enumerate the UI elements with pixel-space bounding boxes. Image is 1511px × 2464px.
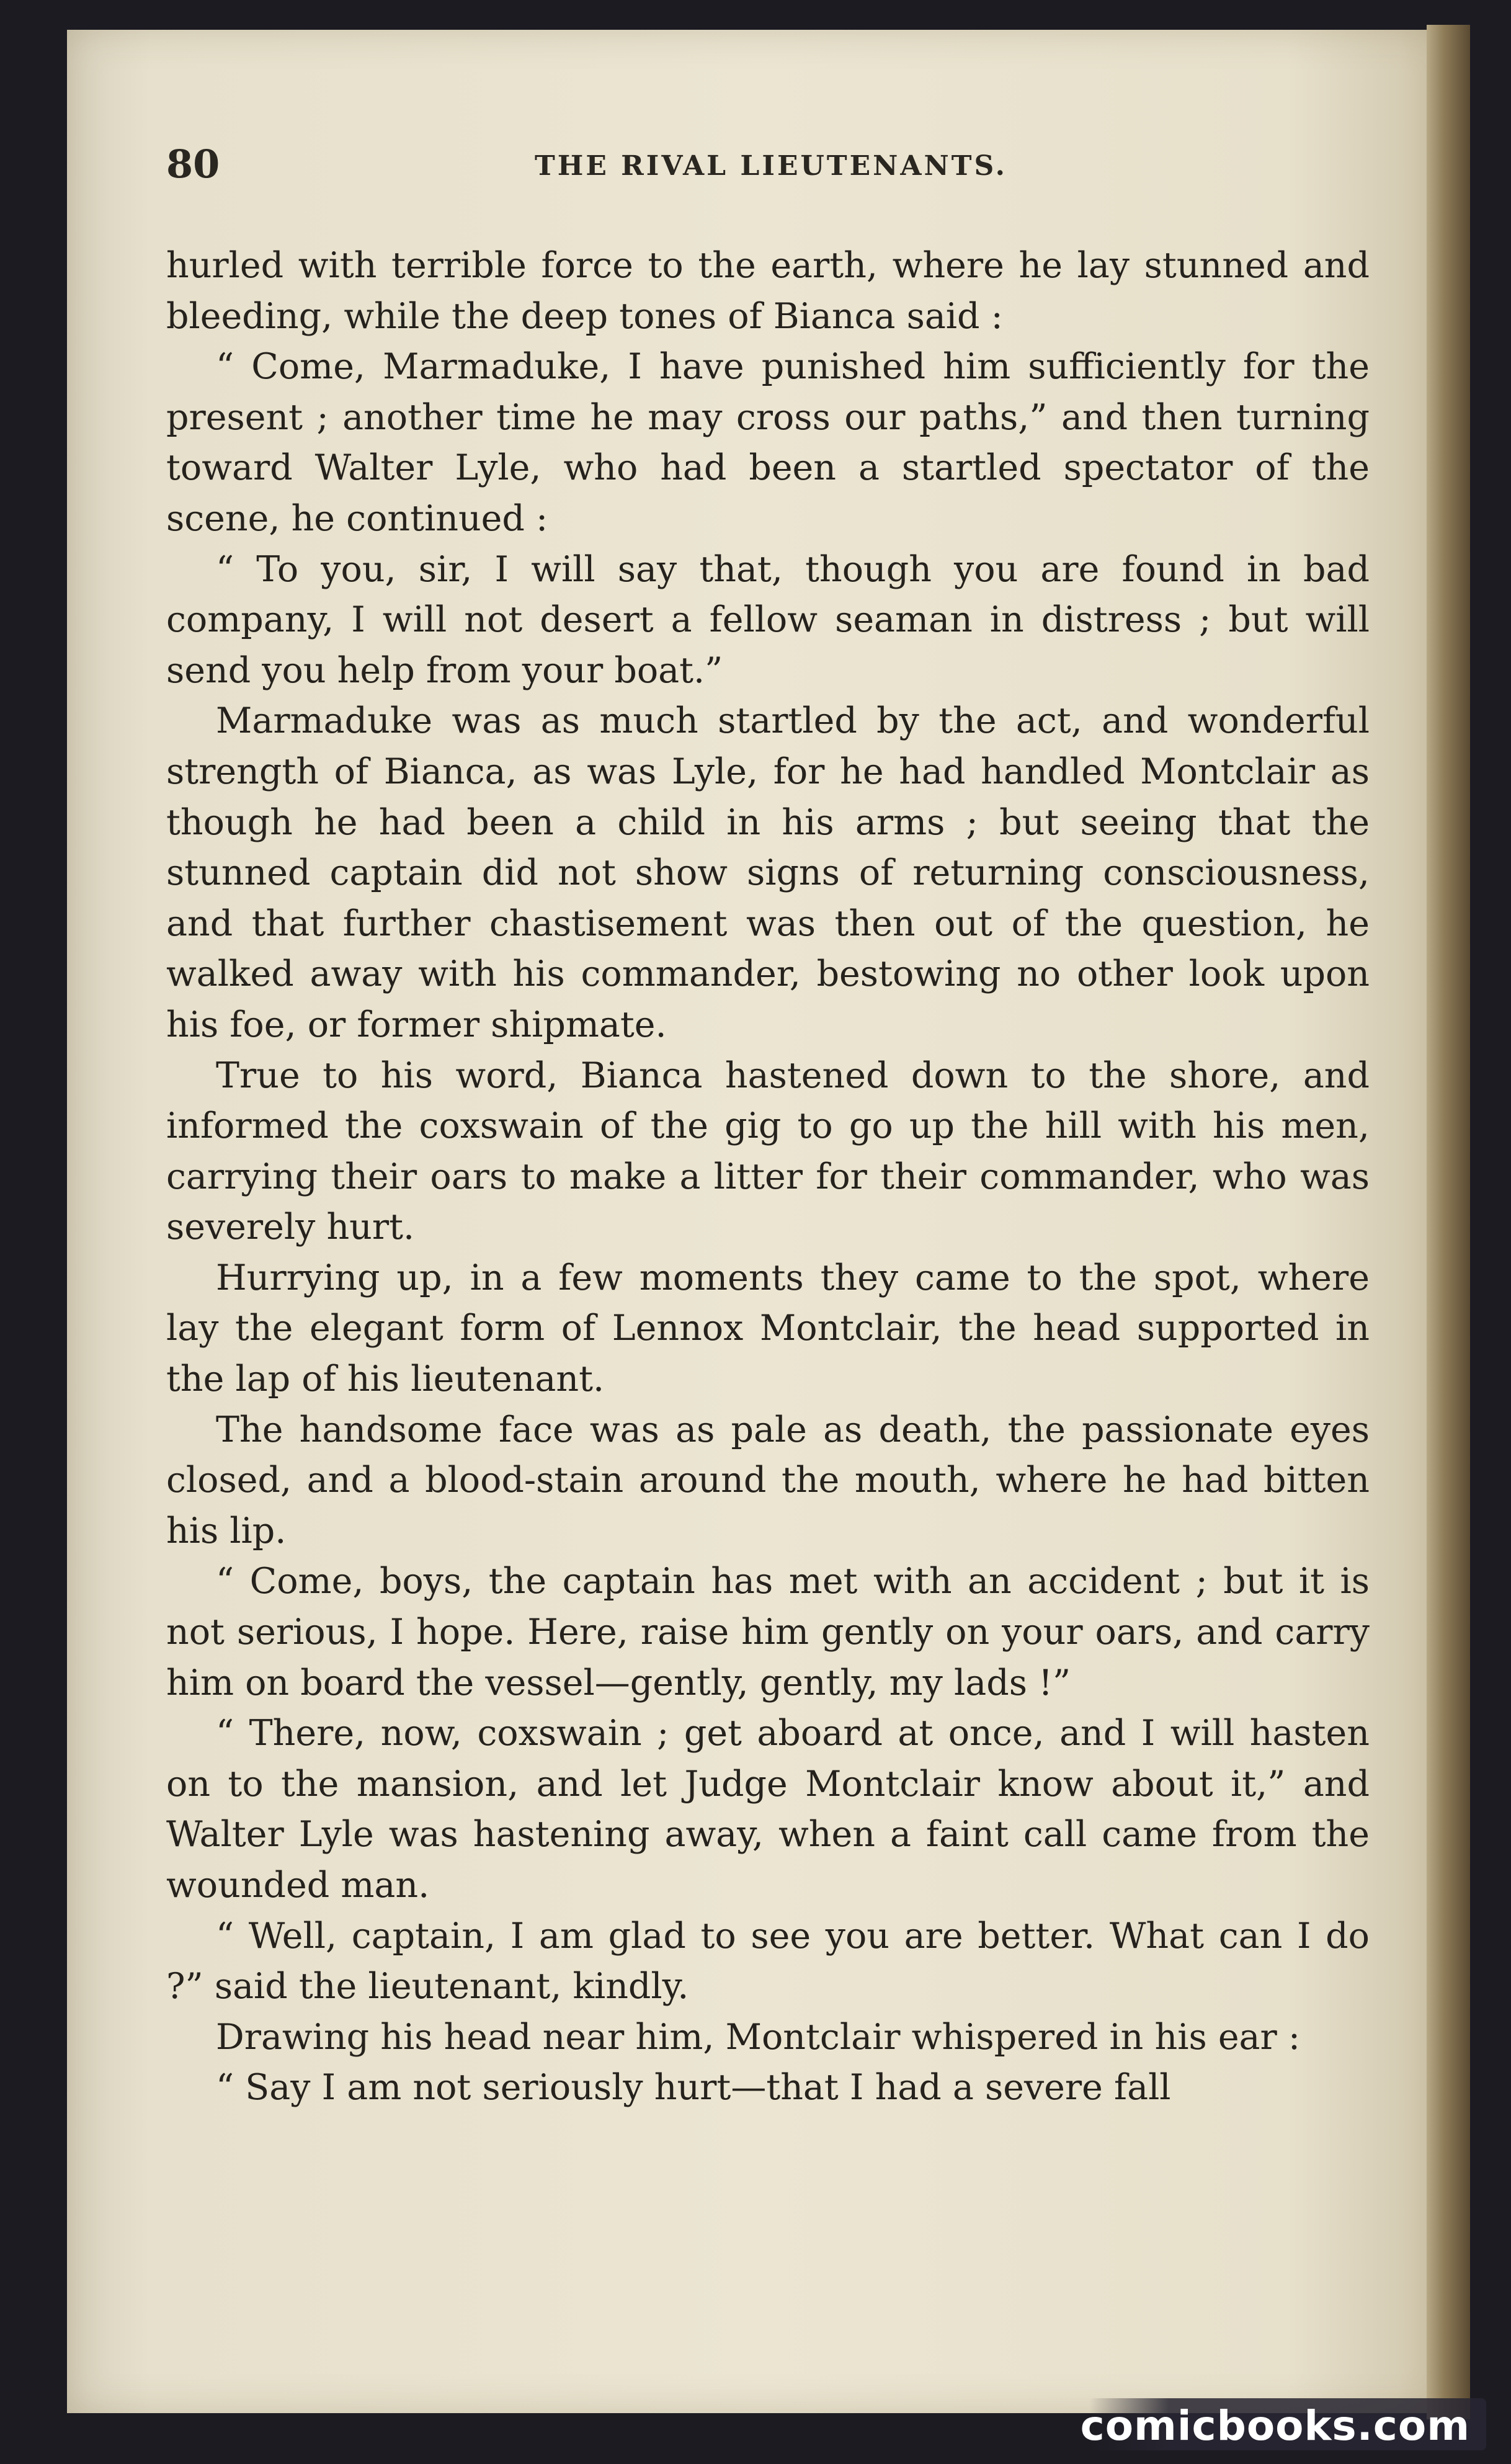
- paragraph: hurled with terrible force to the earth, where he lay stunned and bleeding, while the deep tones of Bianca said :: [166, 245, 1370, 337]
- scan-edge: [1470, 19, 1511, 2438]
- watermark: [1080, 2398, 1486, 2450]
- paragraph: “ Come, boys, the captain has met with an accident ; but it is not serious, I hope. Here, raise him gently on your oars, and carry him on board the vessel—gently, gently, my lads !”: [166, 1561, 1370, 1703]
- paragraph: “ Say I am not seriously hurt—that I had a severe fall: [216, 2067, 1171, 2109]
- paragraph: “ To you, sir, I will say that, though you are found in bad company, I will not desert a fellow seaman in distress ; but will send you help from your boat.”: [166, 548, 1370, 691]
- body-text: [166, 241, 1370, 2114]
- paragraph: “ Well, captain, I am glad to see you are better. What can I do ?” said the lieutenant, kindly.: [166, 1915, 1370, 2007]
- running-title: THE RIVAL LIEUTENANTS.: [535, 150, 1007, 182]
- page-number: 80: [166, 141, 220, 187]
- paragraph: “ Come, Marmaduke, I have punished him sufficiently for the present ; another time he may cross our paths,” and then turning toward Walter Lyle, who had been a startled spectator of the scene, he continued :: [166, 346, 1370, 539]
- paragraph: Marmaduke was as much startled by the act, and wonderful strength of Bianca, as was Lyle, for he had handled Montclair as though he had been a child in his arms ; but seeing that the stunned captain did not show signs of returning consciousness, and that further chastisement was then out of the question, he walked away with his commander, bestowing no other look upon his foe, or former shipmate.: [166, 700, 1370, 1045]
- paragraph: True to his word, Bianca hastened down to the shore, and informed the coxswain of the gig to go up the hill with his men, carrying their oars to make a litter for their commander, who was severely hurt.: [166, 1055, 1370, 1248]
- paragraph: “ There, now, coxswain ; get aboard at once, and I will hasten on to the mansion, and let Judge Montclair know about it,” and Walter Lyle was hastening away, when a faint call came from the wounded man.: [166, 1713, 1370, 1906]
- paragraph: Hurrying up, in a few moments they came to the spot, where lay the elegant form of Lennox Montclair, the head supported in the lap of his lieutenant.: [166, 1257, 1370, 1400]
- page-header: [166, 141, 1376, 197]
- watermark-text: comicbooks.com: [1080, 2402, 1470, 2450]
- book-spine: [1427, 25, 1470, 2419]
- paragraph: Drawing his head near him, Montclair whispered in his ear :: [216, 2016, 1301, 2058]
- paragraph: The handsome face was as pale as death, the passionate eyes closed, and a blood-stain around the mouth, where he had bitten his lip.: [166, 1409, 1370, 1551]
